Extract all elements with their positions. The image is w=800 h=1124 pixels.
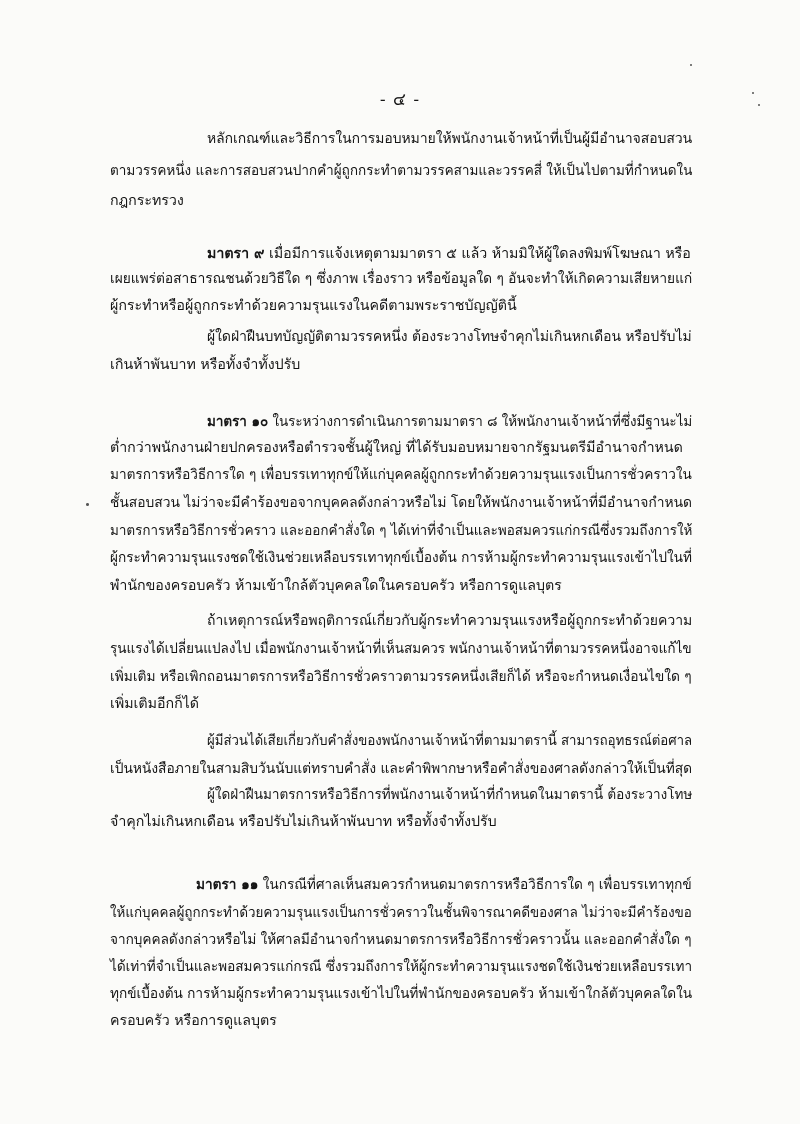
section-heading-line xyxy=(196,876,692,894)
text-line: ต่ำกว่าพนักงานฝ่ายปกครองหรือตำรวจชั้นผู้ใหญ่ ที่ได้รับมอบหมายจากรัฐมนตรีมีอำนาจกำหนด xyxy=(110,440,683,456)
text-line: ครอบครัว หรือการดูแลบุตร xyxy=(110,1013,277,1029)
section-label: มาตรา ๑๑ xyxy=(196,877,259,893)
text-line: ผู้กระทำหรือผู้ถูกกระทำด้วยความรุนแรงในคดีตามพระราชบัญญัตินี้ xyxy=(110,298,517,314)
text-line: เป็นหนังสือภายในสามสิบวันนับแต่ทราบคำสั่ง และคำพิพากษาหรือคำสั่งของศาลดังกล่าวให้เป็นที่สุด xyxy=(110,761,693,777)
scan-speck xyxy=(690,64,692,66)
text-line: ผู้ใดฝ่าฝืนมาตรการหรือวิธีการที่พนักงานเจ้าหน้าที่กำหนดในมาตรานี้ ต้องระวางโทษ xyxy=(207,787,693,803)
text-line: ทุกข์เบื้องต้น การห้ามผู้กระทำความรุนแรงเข้าไปในที่พำนักของครอบครัว ห้ามเข้าใกล้ตัวบุคคลใดใน xyxy=(110,986,693,1002)
text-line: ในกรณีที่ศาลเห็นสมควรกำหนดมาตรการหรือวิธีการใด ๆ เพื่อบรรเทาทุกข์ xyxy=(262,877,692,893)
text-line: รุนแรงได้เปลี่ยนแปลงไป เมื่อพนักงานเจ้าหน้าที่เห็นสมควร พนักงานเจ้าหน้าที่ตามวรรคหนึ่งอาจแก้ไข xyxy=(110,641,692,657)
text-line: ผู้กระทำความรุนแรงชดใช้เงินช่วยเหลือบรรเทาทุกข์เบื้องต้น การห้ามผู้กระทำความรุนแรงเข้าไปในที่ xyxy=(110,550,692,566)
text-line: เมื่อมีการแจ้งเหตุตามมาตรา ๕ แล้ว ห้ามมิให้ผู้ใดลงพิมพ์โฆษณา หรือ xyxy=(268,246,691,262)
text-line: ให้แก่บุคคลผู้ถูกกระทำด้วยความรุนแรงเป็นการชั่วคราวในชั้นพิจารณาคดีของศาล ไม่ว่าจะมีคำร้องขอ xyxy=(110,905,692,921)
text-line: ชั้นสอบสวน ไม่ว่าจะมีคำร้องขอจากบุคคลดังกล่าวหรือไม่ โดยให้พนักงานเจ้าหน้าที่มีอำนาจกำหนด xyxy=(110,495,692,511)
scan-speck xyxy=(86,503,89,506)
section-heading-line xyxy=(207,245,691,263)
text-line: ตามวรรคหนึ่ง และการสอบสวนปากคำผู้ถูกกระทำตามวรรคสามและวรรคสี่ ให้เป็นไปตามที่กำหนดใน xyxy=(110,163,693,179)
page-number: - ๔ - xyxy=(379,90,421,110)
text-line: ในระหว่างการดำเนินการตามมาตรา ๘ ให้พนักงานเจ้าหน้าที่ซึ่งมีฐานะไม่ xyxy=(272,414,693,430)
text-line: จำคุกไม่เกินหกเดือน หรือปรับไม่เกินห้าพันบาท หรือทั้งจำทั้งปรับ xyxy=(110,814,497,830)
text-line: มาตรการหรือวิธีการชั่วคราว และออกคำสั่งใด ๆ ได้เท่าที่จำเป็นและพอสมควรแก่กรณีซึ่งรวมถึงการให้ xyxy=(110,523,693,539)
text-line: เพิ่มเติม หรือเพิกถอนมาตรการหรือวิธีการชั่วคราวตามวรรคหนึ่งเสียก็ได้ หรือจะกำหนดเงื่อนไขใด ๆ xyxy=(110,669,692,685)
section-label: มาตรา ๙ xyxy=(207,246,265,262)
text-line: ถ้าเหตุการณ์หรือพฤติการณ์เกี่ยวกับผู้กระทำความรุนแรงหรือผู้ถูกกระทำด้วยความ xyxy=(207,613,693,629)
text-line: กฎกระทรวง xyxy=(110,193,184,209)
text-line: เกินห้าพันบาท หรือทั้งจำทั้งปรับ xyxy=(110,357,301,373)
text-line: ผู้ใดฝ่าฝืนบทบัญญัติตามวรรคหนึ่ง ต้องระวางโทษจำคุกไม่เกินหกเดือน หรือปรับไม่ xyxy=(207,329,692,345)
text-line: หลักเกณฑ์และวิธีการในการมอบหมายให้พนักงานเจ้าหน้าที่เป็นผู้มีอำนาจสอบสวน xyxy=(207,131,693,147)
text-line: ผู้มีส่วนได้เสียเกี่ยวกับคำสั่งของพนักงานเจ้าหน้าที่ตามมาตรานี้ สามารถอุทธรณ์ต่อศาล xyxy=(207,733,693,749)
section-label: มาตรา ๑๐ xyxy=(207,414,269,430)
text-line: พำนักของครอบครัว ห้ามเข้าใกล้ตัวบุคคลใดในครอบครัว หรือการดูแลบุตร xyxy=(110,578,562,594)
scan-speck xyxy=(752,92,754,94)
text-line: เผยแพร่ต่อสาธารณชนด้วยวิธีใด ๆ ซึ่งภาพ เรื่องราว หรือข้อมูลใด ๆ อันจะทำให้เกิดความเสียหายแก่ xyxy=(110,271,693,287)
text-line: มาตรการหรือวิธีการใด ๆ เพื่อบรรเทาทุกข์ให้แก่บุคคลผู้ถูกกระทำด้วยความรุนแรงเป็นการชั่วคราวใน xyxy=(110,467,692,483)
text-line: จากบุคคลดังกล่าวหรือไม่ ให้ศาลมีอำนาจกำหนดมาตรการหรือวิธีการชั่วคราวนั้น และออกคำสั่งใด ๆ xyxy=(110,932,692,948)
text-line: ได้เท่าที่จำเป็นและพอสมควรแก่กรณี ซึ่งรวมถึงการให้ผู้กระทำความรุนแรงชดใช้เงินช่วยเหลือบรรเทา xyxy=(110,959,693,975)
section-heading-line xyxy=(207,413,692,431)
text-line: เพิ่มเติมอีกก็ได้ xyxy=(110,696,200,712)
scan-speck xyxy=(758,104,760,106)
